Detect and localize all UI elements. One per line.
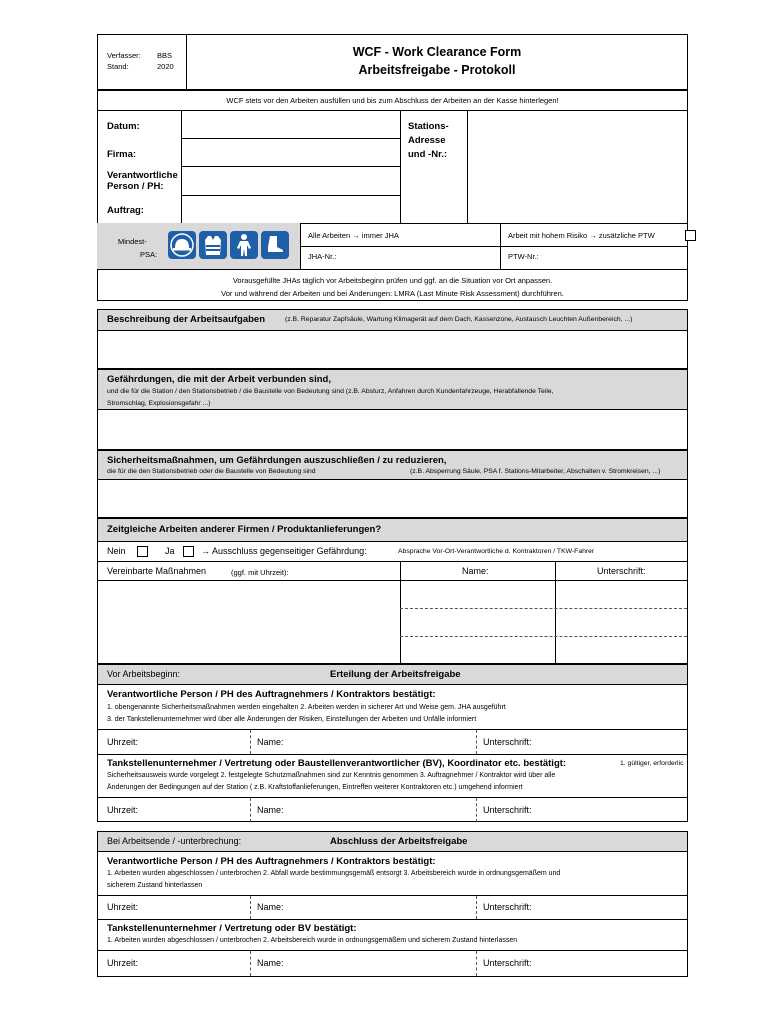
notice-text: WCF stets vor den Arbeiten ausfüllen und bis zum Abschluss der Arbeiten an der Kasse hinterlegen! xyxy=(226,96,559,105)
author-value: BBS xyxy=(157,51,173,60)
closure-name-field[interactable] xyxy=(292,897,472,917)
order-field[interactable] xyxy=(182,196,400,223)
release-operator-line xyxy=(97,754,688,755)
release-left-label: Vor Arbeitsbeginn: xyxy=(107,669,181,679)
release-resp-text-1: 1. obengenannte Sicherheitsmaßnahmen werden eingehalten 2. Arbeiten werden in sicherer Art und Weise gem. JHA ausgeführt xyxy=(107,704,506,711)
closure-operator-sign-line xyxy=(97,950,688,951)
yes-label: Ja xyxy=(165,546,175,556)
safety-boot-icon xyxy=(261,231,289,259)
measures-title: Sicherheitsmaßnahmen, um Gefährdungen auszuschließen / zu reduzieren, xyxy=(107,455,447,466)
responsible-label-2: Person / PH: xyxy=(107,181,164,192)
ppe-label-2: PSA: xyxy=(140,250,158,259)
task-description-field[interactable] xyxy=(98,331,687,368)
release-signature-label: Unterschrift: xyxy=(483,737,532,747)
station-label-1: Stations- xyxy=(408,121,449,132)
ppe-label-1: Mindest- xyxy=(118,237,147,246)
agreed-measures-field[interactable] xyxy=(98,581,400,663)
closure-name-label: Name: xyxy=(257,902,284,912)
release-time-label: Uhrzeit: xyxy=(107,737,139,747)
hazards-title: Gefährdungen, die mit der Arbeit verbunden sind, xyxy=(107,374,331,385)
release-operator-text-2: Änderungen der Bedingungen auf der Station ( z.B. Kraftstoffanlieferungen, Eintreffen weiterer Kontraktoren etc.) umgehend informiert xyxy=(107,784,523,791)
closure-operator-title: Tankstellenunternehmer / Vertretung oder BV bestätigt: xyxy=(107,923,357,934)
form-title: WCF - Work Clearance Form xyxy=(352,45,522,59)
closure-operator-line xyxy=(97,919,688,920)
station-label-2: Adresse xyxy=(408,135,446,146)
no-checkbox[interactable] xyxy=(137,546,148,557)
release-operator-name-label: Name: xyxy=(257,805,284,815)
measures-field[interactable] xyxy=(98,480,687,517)
release-name-label: Name: xyxy=(257,737,284,747)
closure-sign-top-line xyxy=(97,895,688,896)
measures-hint-1: die für die den Stationsbetrieb oder die Baustelle von Bedeutung sind xyxy=(107,468,316,475)
agreed-signature-field[interactable] xyxy=(556,581,687,663)
release-dash-1 xyxy=(250,730,251,754)
order-label: Auftrag: xyxy=(107,205,144,216)
responsible-label-1: Verantwortliche xyxy=(107,170,178,181)
release-resp-title: Verantwortliche Person / PH des Auftragnehmers / Kontraktors bestätigt: xyxy=(107,689,436,700)
version-label: Stand: xyxy=(107,62,129,71)
release-signature-field[interactable] xyxy=(548,731,686,752)
closure-title: Abschluss der Arbeitsfreigabe xyxy=(330,836,468,847)
release-operator-title: Tankstellenunternehmer / Vertretung oder Baustellenverantwortlicher (BV), Koordinator etc. bestätigt: xyxy=(107,758,567,769)
ppe-bottom-line xyxy=(97,269,688,270)
agreed-hint: (ggf. mit Uhrzeit): xyxy=(231,568,289,577)
date-field[interactable] xyxy=(182,111,400,138)
station-address-field[interactable] xyxy=(468,111,687,223)
header-divider xyxy=(186,34,187,90)
closure-operator-time-field[interactable] xyxy=(146,952,246,975)
task-title: Beschreibung der Arbeitsaufgaben xyxy=(107,314,266,325)
closure-dash-1 xyxy=(250,896,251,919)
release-name-field[interactable] xyxy=(292,731,472,752)
ppe-row-divider xyxy=(300,246,688,247)
input-col-right xyxy=(400,110,401,223)
hazards-hint-1: und die für die Station / den Stationsbetrieb / die Baustelle von Bedeutung sind (z.B. Absturz, Anfahren durch Kundenfahrzeuge, Herabfallende Teile, xyxy=(107,388,554,395)
release-operator-sign-line xyxy=(97,797,688,798)
agreed-name-field[interactable] xyxy=(401,581,555,663)
form-subtitle: Arbeitsfreigabe - Protokoll xyxy=(358,63,516,77)
closure-operator-name-label: Name: xyxy=(257,958,284,968)
closure-resp-text-1: 1. Arbeiten wurden abgeschlossen / unterbrochen 2. Abfall wurde bestimmungsgemäß entsorgt 3. Arbeitsbereich wurde in ordnungsgemäßem und xyxy=(107,870,561,877)
release-header-line xyxy=(97,684,688,685)
release-operator-signature-label: Unterschrift: xyxy=(483,805,532,815)
responsible-field[interactable] xyxy=(182,167,400,195)
jha-note-1: Vorausgefüllte JHAs täglich vor Arbeitsbeginn prüfen und ggf. an die Situation vor Ort anpassen. xyxy=(232,276,553,285)
closure-operator-signature-field[interactable] xyxy=(548,952,686,975)
high-risk-text: Arbeit mit hohem Risiko → zusätzliche PTW xyxy=(508,231,655,240)
closure-left-label: Bei Arbeitsende / -unterbrechung: xyxy=(107,836,242,846)
agreed-signature-label: Unterschrift: xyxy=(597,566,646,576)
station-label-3: und -Nr.: xyxy=(408,149,448,160)
no-label: Nein xyxy=(107,546,126,556)
closure-time-label: Uhrzeit: xyxy=(107,902,139,912)
release-title: Erteilung der Arbeitsfreigabe xyxy=(330,669,461,680)
all-work-text: Alle Arbeiten → immer JHA xyxy=(308,231,399,240)
exclusion-text: → Ausschluss gegenseitiger Gefährdung: xyxy=(201,546,367,556)
agreed-header-line xyxy=(97,561,688,562)
release-operator-text-1: Sicherheitsausweis wurde vorgelegt 2. festgelegte Schutzmaßnahmen sind zur Kenntnis genommen 3. Auftragnehmer / Kontraktor wird über alle xyxy=(107,772,556,779)
high-risk-checkbox[interactable] xyxy=(685,230,696,241)
release-operator-name-field[interactable] xyxy=(292,799,472,820)
simultaneous-title: Zeitgleiche Arbeiten anderer Firmen / Produktanlieferungen? xyxy=(107,524,382,535)
agreed-label: Vereinbarte Maßnahmen xyxy=(107,566,207,576)
closure-operator-signature-label: Unterschrift: xyxy=(483,958,532,968)
task-hint: (z.B. Reparatur Zapfsäule, Wartung Klimagerät auf dem Dach, Kassenzone, Austausch Leuchten Außenbereich, ...) xyxy=(285,316,633,323)
agreed-name-label: Name: xyxy=(462,566,489,576)
release-operator-time-label: Uhrzeit: xyxy=(107,805,139,815)
protective-suit-icon xyxy=(230,231,258,259)
company-label: Firma: xyxy=(107,149,137,160)
ptw-number-label: PTW-Nr.: xyxy=(508,252,539,261)
release-dash-2 xyxy=(476,730,477,754)
helmet-icon xyxy=(168,231,196,259)
simultaneous-header-line xyxy=(97,541,688,542)
closure-resp-title: Verantwortliche Person / PH des Auftragnehmers / Kontraktors bestätigt: xyxy=(107,856,436,867)
safety-vest-icon xyxy=(199,231,227,259)
release-dash-3 xyxy=(250,798,251,822)
company-field[interactable] xyxy=(182,139,400,166)
jha-note-2: Vor und während der Arbeiten und bei Änderungen: LMRA (Last Minute Risk Assessment) durchführen. xyxy=(221,289,564,298)
release-time-field[interactable] xyxy=(146,731,246,752)
hazards-hint-2: Stromschlag, Explosionsgefahr ...) xyxy=(107,400,211,407)
closure-resp-text-2: sicherem Zustand hinterlassen xyxy=(107,882,203,889)
hazards-field[interactable] xyxy=(98,410,687,449)
closure-dash-4 xyxy=(476,951,477,976)
release-operator-signature-field[interactable] xyxy=(548,799,686,820)
closure-header-line xyxy=(97,851,688,852)
release-dash-4 xyxy=(476,798,477,822)
release-operator-time-field[interactable] xyxy=(146,799,246,820)
closure-operator-text: 1. Arbeiten wurden abgeschlossen / unterbrochen 2. Arbeitsbereich wurde in ordnungsgemäßem und sicherem Zustand hinterlassen xyxy=(107,937,518,944)
closure-signature-field[interactable] xyxy=(548,897,686,917)
release-resp-text-2: 3. der Tankstellenunternehmer wird über alle Änderungen der Risiken, Einstellungen der Arbeiten und Unfälle informiert xyxy=(107,716,477,723)
closure-dash-3 xyxy=(250,951,251,976)
date-label: Datum: xyxy=(107,121,140,132)
yes-checkbox[interactable] xyxy=(183,546,194,557)
closure-signature-label: Unterschrift: xyxy=(483,902,532,912)
jha-number-label: JHA-Nr.: xyxy=(308,252,337,261)
closure-dash-2 xyxy=(476,896,477,919)
closure-time-field[interactable] xyxy=(146,897,246,917)
release-operator-tail: 1. gültiger, erforderlic xyxy=(620,760,684,767)
measures-hint-2: (z.B. Absperrung Säule, PSA f. Stations-Mitarbeiter, Abschalten v. Stromkreisen, ...) xyxy=(410,468,661,475)
release-sign-top-line xyxy=(97,729,688,730)
closure-operator-name-field[interactable] xyxy=(292,952,472,975)
closure-operator-time-label: Uhrzeit: xyxy=(107,958,139,968)
exclusion-hint: Absprache Vor-Ort-Verantwortliche d. Kontraktoren / TKW-Fahrer xyxy=(398,548,595,555)
author-label: Verfasser: xyxy=(107,51,141,60)
version-value: 2020 xyxy=(157,62,174,71)
